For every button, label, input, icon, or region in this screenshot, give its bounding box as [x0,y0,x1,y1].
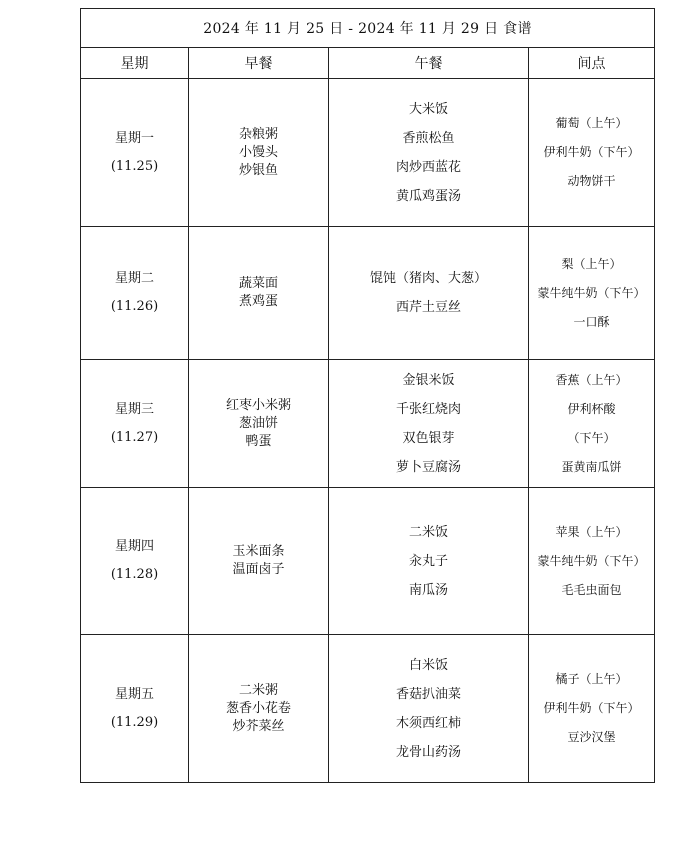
lunch-item: 二米饭 [408,524,448,540]
lunch-item: 肉炒西蓝花 [395,159,461,175]
breakfast-item: 鸭蛋 [245,433,272,449]
breakfast-item: 小馒头 [238,144,278,160]
menu-table [80,8,655,783]
day-cell [81,79,189,227]
snack-item: 香蕉（上午） [555,372,628,387]
snack-item: 伊利牛奶（下午） [543,701,640,715]
snack-item: 橘子（上午） [555,672,628,686]
breakfast-item: 温面卤子 [232,562,285,577]
snack-item: 梨（上午） [561,256,622,271]
day-name: 星期四 [114,539,154,554]
breakfast-item: 杂粮粥 [238,126,278,142]
lunch-item: 龙骨山药汤 [395,744,461,760]
row-monday [81,79,655,227]
header-lunch: 午餐 [329,48,529,79]
lunch-item: 黄瓜鸡蛋汤 [395,188,461,204]
breakfast-item: 炒芥菜丝 [232,718,285,734]
day-cell [81,360,189,488]
lunch-item: 香菇扒油菜 [395,686,461,702]
menu-title: 2024 年 11 月 25 日 - 2024 年 11 月 29 日 食谱 [81,9,655,48]
breakfast-cell [189,635,329,783]
lunch-item: 香煎松鱼 [402,130,455,146]
lunch-item: 大米饭 [408,101,448,117]
day-name: 星期二 [114,271,154,286]
snack-item: 动物饼干 [567,174,616,188]
breakfast-cell [189,488,329,635]
day-name: 星期五 [114,686,154,702]
lunch-item: 双色银芽 [402,430,455,446]
day-cell [81,227,189,360]
lunch-cell [329,635,529,783]
day-date: (11.27) [110,429,159,445]
breakfast-item: 葱香小花卷 [225,700,291,716]
lunch-cell [329,227,529,360]
day-date: (11.26) [110,299,159,314]
snack-item: 一口酥 [573,314,610,329]
snack-item: 葡萄（上午） [555,116,628,130]
snack-item: （下午） [567,430,616,445]
lunch-cell [329,488,529,635]
lunch-item: 南瓜汤 [408,582,448,598]
lunch-item: 木须西红柿 [395,715,461,731]
snack-item: 豆沙汉堡 [567,730,616,744]
row-thursday [81,488,655,635]
snack-cell [529,488,655,635]
day-cell [81,488,189,635]
lunch-item: 千张红烧肉 [395,401,461,417]
lunch-cell [329,79,529,227]
snack-cell [529,227,655,360]
snack-item: 毛毛虫面包 [561,582,622,597]
snack-cell [529,635,655,783]
lunch-item: 金银米饭 [402,372,455,388]
breakfast-item: 二米粥 [238,682,278,698]
breakfast-item: 煮鸡蛋 [238,294,278,309]
day-date: (11.29) [110,714,159,730]
breakfast-item: 红枣小米粥 [225,397,291,413]
row-wednesday [81,360,655,488]
lunch-item: 萝卜豆腐汤 [395,459,461,475]
breakfast-item: 蔬菜面 [238,276,278,291]
snack-cell [529,360,655,488]
row-friday [81,635,655,783]
lunch-cell [329,360,529,488]
lunch-item: 馄饨（猪肉、大葱） [369,271,487,286]
day-cell [81,635,189,783]
breakfast-cell [189,227,329,360]
lunch-item: 西芹土豆丝 [395,300,461,315]
snack-item: 苹果（上午） [555,524,628,539]
header-breakfast: 早餐 [189,48,329,79]
header-day: 星期 [81,48,189,79]
lunch-item: 汆丸子 [408,553,448,569]
day-name: 星期三 [114,401,154,417]
snack-item: 伊利牛奶（下午） [543,145,640,159]
breakfast-item: 玉米面条 [232,544,285,559]
breakfast-item: 葱油饼 [238,415,278,431]
header-snack: 间点 [529,48,655,79]
day-name: 星期一 [114,130,154,146]
snack-cell [529,79,655,227]
day-date: (11.25) [110,158,159,174]
breakfast-item: 炒银鱼 [238,162,278,178]
day-date: (11.28) [110,567,159,582]
row-tuesday [81,227,655,360]
breakfast-cell [189,79,329,227]
breakfast-cell [189,360,329,488]
snack-item: 伊利杯酸 [567,401,616,416]
lunch-item: 白米饭 [408,657,448,673]
snack-item: 蒙牛纯牛奶（下午） [537,553,646,568]
snack-item: 蛋黄南瓜饼 [561,459,622,474]
snack-item: 蒙牛纯牛奶（下午） [537,285,646,300]
